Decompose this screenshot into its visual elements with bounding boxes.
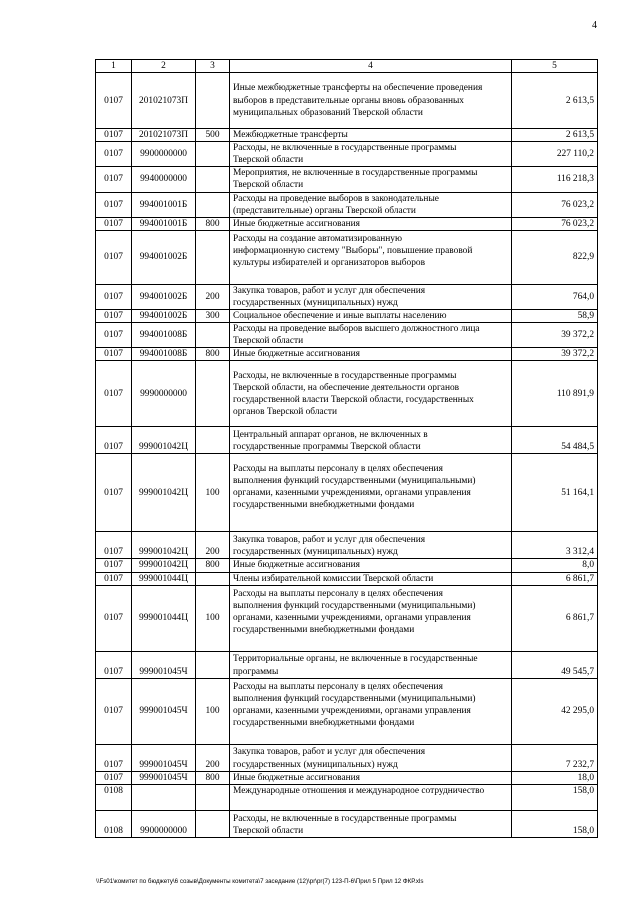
cell-c2: 999001045Ч xyxy=(132,651,196,678)
cell-c3: 500 xyxy=(196,129,230,142)
cell-c5: 18,0 xyxy=(512,771,598,784)
row-description: Расходы, не включенные в государственные программы Тверской области, на обеспечение деятельности органов государственной власти Тверской области, государственных органов Тверской области xyxy=(233,370,474,417)
cell-c5: 822,9 xyxy=(512,230,598,284)
table-row xyxy=(96,284,598,309)
row-description: Территориальные органы, не включенные в государственные программы xyxy=(233,654,478,677)
cell-c4 xyxy=(230,217,512,230)
cell-c4 xyxy=(230,142,512,167)
row-description: Социальное обеспечение и иные выплаты населению xyxy=(233,311,447,322)
cell-c3: 300 xyxy=(196,310,230,323)
cell-c3 xyxy=(196,810,230,837)
cell-c5: 6 861,7 xyxy=(512,572,598,585)
cell-c2: 994001002Б xyxy=(132,284,196,309)
cell-c4 xyxy=(230,230,512,284)
cell-c5: 158,0 xyxy=(512,784,598,810)
cell-c1: 0107 xyxy=(96,129,132,142)
cell-c3: 800 xyxy=(196,771,230,784)
cell-c1: 0107 xyxy=(96,572,132,585)
cell-c4 xyxy=(230,572,512,585)
cell-c1: 0107 xyxy=(96,532,132,559)
cell-c5: 7 232,7 xyxy=(512,744,598,771)
cell-c1: 0107 xyxy=(96,678,132,744)
table-row xyxy=(96,572,598,585)
cell-c2: 994001002Б xyxy=(132,230,196,284)
cell-c1: 0107 xyxy=(96,651,132,678)
cell-c4 xyxy=(230,678,512,744)
cell-c1: 0107 xyxy=(96,142,132,167)
cell-c4 xyxy=(230,454,512,532)
cell-c5: 54 484,5 xyxy=(512,427,598,454)
cell-c2: 994001001Б xyxy=(132,192,196,217)
table-row xyxy=(96,559,598,572)
cell-c1: 0107 xyxy=(96,585,132,651)
cell-c2: 9900000000 xyxy=(132,810,196,837)
cell-c2: 994001008Б xyxy=(132,323,196,348)
cell-c3 xyxy=(196,192,230,217)
cell-c5: 58,9 xyxy=(512,310,598,323)
table-row xyxy=(96,230,598,284)
cell-c2: 999001044Ц xyxy=(132,572,196,585)
cell-c5: 8,0 xyxy=(512,559,598,572)
table-row xyxy=(96,784,598,810)
row-description: Мероприятия, не включенные в государственные программы Тверской области xyxy=(233,168,478,191)
row-description: Иные бюджетные ассигнования xyxy=(233,218,360,229)
table-row xyxy=(96,744,598,771)
cell-c5: 51 164,1 xyxy=(512,454,598,532)
cell-c2: 994001002Б xyxy=(132,310,196,323)
row-description: Расходы, не включенные в государственные программы Тверской области xyxy=(233,143,457,166)
cell-c2 xyxy=(132,784,196,810)
cell-c3: 800 xyxy=(196,348,230,361)
cell-c3: 200 xyxy=(196,744,230,771)
cell-c4 xyxy=(230,310,512,323)
file-path-footer: \\Fs01\комитет по бюджету\6 созыв\Документы комитета\7 заседание (12)\pr\pr(7) 123-П-6\Прил 5 Прил 12 ФКР.xls xyxy=(96,878,424,885)
cell-c3: 800 xyxy=(196,217,230,230)
cell-c2: 999001042Ц xyxy=(132,559,196,572)
cell-c3 xyxy=(196,784,230,810)
cell-c5: 227 110,2 xyxy=(512,142,598,167)
cell-c2: 201021073П xyxy=(132,129,196,142)
cell-c2: 999001044Ц xyxy=(132,585,196,651)
cell-c5: 2 613,5 xyxy=(512,73,598,129)
cell-c1: 0107 xyxy=(96,348,132,361)
table-row xyxy=(96,129,598,142)
cell-c2: 999001045Ч xyxy=(132,678,196,744)
cell-c1: 0107 xyxy=(96,361,132,427)
table-row xyxy=(96,427,598,454)
cell-c5: 2 613,5 xyxy=(512,129,598,142)
row-description: Расходы на проведение выборов в законодательные (представительные) органы Тверской области xyxy=(233,193,439,216)
cell-c1: 0107 xyxy=(96,167,132,192)
cell-c5: 42 295,0 xyxy=(512,678,598,744)
cell-c5: 158,0 xyxy=(512,810,598,837)
cell-c3 xyxy=(196,73,230,129)
cell-c4 xyxy=(230,810,512,837)
cell-c3 xyxy=(196,651,230,678)
row-description: Расходы на выплаты персоналу в целях обеспечения выполнения функций государственными (муниципальными) органами, казенными учреждениями, органами управления государственными внебюджетными фондами xyxy=(233,681,476,729)
header-cell: 3 xyxy=(196,60,230,73)
cell-c3 xyxy=(196,167,230,192)
cell-c1: 0107 xyxy=(96,217,132,230)
row-description: Расходы на выплаты персоналу в целях обеспечения выполнения функций государственными (муниципальными) органами, казенными учреждениями, органами управления государственными внебюджетными фондами xyxy=(233,588,476,636)
cell-c1: 0108 xyxy=(96,810,132,837)
table-row xyxy=(96,585,598,651)
cell-c1: 0107 xyxy=(96,284,132,309)
cell-c1: 0108 xyxy=(96,784,132,810)
cell-c1: 0107 xyxy=(96,310,132,323)
row-description: Расходы на создание автоматизированную информационную систему "Выборы", повышение правовой культуры избирателей и организаторов выборов xyxy=(233,234,473,269)
cell-c4 xyxy=(230,744,512,771)
cell-c4 xyxy=(230,167,512,192)
row-description: Центральный аппарат органов, не включенных в государственные программы Тверской области xyxy=(233,430,428,453)
cell-c4 xyxy=(230,427,512,454)
cell-c4 xyxy=(230,129,512,142)
cell-c3: 100 xyxy=(196,585,230,651)
row-description: Расходы, не включенные в государственные программы Тверской области xyxy=(233,813,457,836)
budget-table xyxy=(95,59,598,838)
cell-c2: 999001045Ч xyxy=(132,771,196,784)
header-cell: 4 xyxy=(230,60,512,73)
table-row xyxy=(96,361,598,427)
cell-c1: 0107 xyxy=(96,771,132,784)
cell-c1: 0107 xyxy=(96,559,132,572)
table-row xyxy=(96,348,598,361)
cell-c3 xyxy=(196,142,230,167)
cell-c4 xyxy=(230,323,512,348)
table-row xyxy=(96,217,598,230)
cell-c4 xyxy=(230,361,512,427)
cell-c3: 100 xyxy=(196,678,230,744)
cell-c5: 39 372,2 xyxy=(512,348,598,361)
cell-c3 xyxy=(196,572,230,585)
cell-c5: 116 218,3 xyxy=(512,167,598,192)
cell-c2: 999001042Ц xyxy=(132,454,196,532)
cell-c4 xyxy=(230,651,512,678)
cell-c5: 3 312,4 xyxy=(512,532,598,559)
cell-c5: 6 861,7 xyxy=(512,585,598,651)
table-header-row xyxy=(96,60,598,73)
row-description: Международные отношения и международное сотрудничество xyxy=(233,785,485,796)
cell-c1: 0107 xyxy=(96,323,132,348)
row-description: Иные бюджетные ассигнования xyxy=(233,560,360,571)
table-row xyxy=(96,454,598,532)
page-number: 4 xyxy=(592,20,597,31)
cell-c5: 110 891,9 xyxy=(512,361,598,427)
table-row xyxy=(96,167,598,192)
cell-c3: 100 xyxy=(196,454,230,532)
cell-c3: 200 xyxy=(196,284,230,309)
table-row xyxy=(96,192,598,217)
cell-c3 xyxy=(196,361,230,427)
row-description: Иные бюджетные ассигнования xyxy=(233,772,360,783)
table-row xyxy=(96,651,598,678)
header-cell: 2 xyxy=(132,60,196,73)
row-description: Члены избирательной комиссии Тверской области xyxy=(233,573,434,584)
row-description: Иные бюджетные ассигнования xyxy=(233,349,360,360)
cell-c3: 200 xyxy=(196,532,230,559)
cell-c2: 999001045Ч xyxy=(132,744,196,771)
cell-c4 xyxy=(230,348,512,361)
cell-c3 xyxy=(196,427,230,454)
row-description: Расходы на проведение выборов высшего должностного лица Тверской области xyxy=(233,324,480,347)
table-row xyxy=(96,678,598,744)
cell-c4 xyxy=(230,192,512,217)
cell-c1: 0107 xyxy=(96,73,132,129)
cell-c3 xyxy=(196,323,230,348)
table-row xyxy=(96,323,598,348)
row-description: Закупка товаров, работ и услуг для обеспечения государственных (муниципальных) нужд xyxy=(233,285,426,308)
row-description: Расходы на выплаты персоналу в целях обеспечения выполнения функций государственными (муниципальными) органами, казенными учреждениями, органами управления государственными внебюджетными фондами xyxy=(233,463,476,510)
cell-c2: 9900000000 xyxy=(132,142,196,167)
table-row xyxy=(96,532,598,559)
row-description: Закупка товаров, работ и услуг для обеспечения государственных (муниципальных) нужд xyxy=(233,535,426,558)
cell-c5: 49 545,7 xyxy=(512,651,598,678)
cell-c2: 999001042Ц xyxy=(132,532,196,559)
cell-c5: 76 023,2 xyxy=(512,192,598,217)
row-description: Иные межбюджетные трансферты на обеспечение проведения выборов в представительные органы вновь образованных муниципальных образований Тверской области xyxy=(233,83,483,118)
cell-c4 xyxy=(230,771,512,784)
cell-c5: 39 372,2 xyxy=(512,323,598,348)
table-row xyxy=(96,810,598,837)
cell-c4 xyxy=(230,585,512,651)
cell-c2: 994001001Б xyxy=(132,217,196,230)
cell-c4 xyxy=(230,532,512,559)
row-description: Закупка товаров, работ и услуг для обеспечения государственных (муниципальных) нужд xyxy=(233,747,426,770)
table-row xyxy=(96,310,598,323)
table-row xyxy=(96,73,598,129)
cell-c2: 201021073П xyxy=(132,73,196,129)
cell-c5: 764,0 xyxy=(512,284,598,309)
cell-c1: 0107 xyxy=(96,230,132,284)
cell-c2: 999001042Ц xyxy=(132,427,196,454)
cell-c2: 994001008Б xyxy=(132,348,196,361)
table-row xyxy=(96,771,598,784)
cell-c1: 0107 xyxy=(96,427,132,454)
table-row xyxy=(96,142,598,167)
cell-c4 xyxy=(230,784,512,810)
cell-c4 xyxy=(230,284,512,309)
cell-c5: 76 023,2 xyxy=(512,217,598,230)
cell-c4 xyxy=(230,73,512,129)
cell-c2: 9990000000 xyxy=(132,361,196,427)
cell-c2: 9940000000 xyxy=(132,167,196,192)
cell-c3 xyxy=(196,230,230,284)
header-cell: 1 xyxy=(96,60,132,73)
cell-c1: 0107 xyxy=(96,192,132,217)
cell-c4 xyxy=(230,559,512,572)
cell-c3: 800 xyxy=(196,559,230,572)
row-description: Межбюджетные трансферты xyxy=(233,130,348,141)
cell-c1: 0107 xyxy=(96,454,132,532)
header-cell: 5 xyxy=(512,60,598,73)
cell-c1: 0107 xyxy=(96,744,132,771)
